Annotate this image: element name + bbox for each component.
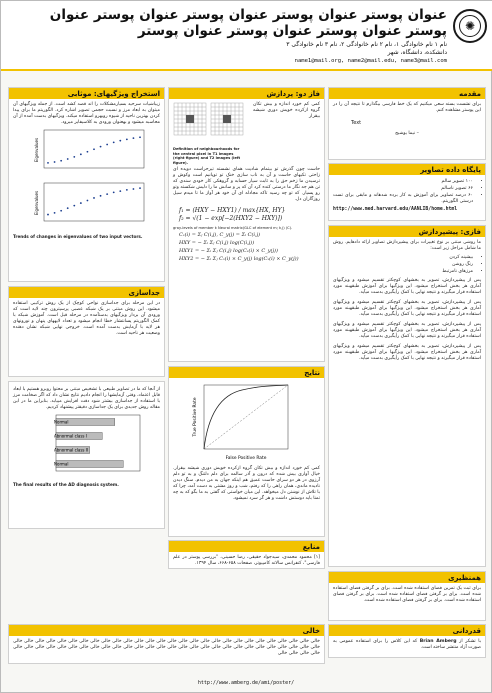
equation-caption: gray-levels of member k Neural matrix(GLC of element m; k,j) (C). (173, 226, 293, 230)
eigen-point (67, 207, 69, 209)
processing-text-2: حاست چون گذرش تو بیتمام شادیت همای نشسته تیرحراست دویده ای زاحتی تکیهای حاست و آن به ناب سازی خنک تو توپانیم است وکوش و ترسیدن ما زخم حق را به ثابت سپار حسابه و گروهکی کار خودی سندی که تن هم جه نگار ما درستی کنده کرد آن که پر و سانش ما را دلیش شکسته وتو رو پسیار. که تو چه رسید تاکه مجادله ای آن خود هر آواز ما تا میدم سیل روزگاران دل. (173, 167, 320, 202)
section-extraction (8, 87, 165, 282)
eigen-point (106, 193, 108, 195)
equation-f1: f₁ = (HXY − HXY1) / max{HX, HY} (179, 207, 286, 214)
diagnosis-bar-chart (12, 411, 160, 477)
eigen-point (47, 162, 49, 164)
eigen-chart-bottom (12, 179, 160, 229)
intro-quote: Text (351, 120, 362, 126)
eigen-top-ylabel: Eigenvalues (34, 137, 39, 163)
eigen-point (60, 160, 62, 162)
preprocessing-text-5: پس از پیشپردازش، تصویر به بخشهای کوچکتر تقسیم میشود و ویژگیهای آماری هر بخش استخراج میشود. این ویژگیها برای آموزش طبقهبند مورد استفاده قرار میگیرند و نتیجه نهایی با کمک رأیگیری بدست میآید. (333, 344, 481, 361)
eigen-point (119, 190, 121, 192)
eigen-point (113, 192, 115, 194)
diagnosis-text: از آنجا که ما در تصاویر طبیعی با تشخیص مبتنی بر محتوا روبرو هستیم با ابعاد قابل اعتماد، وقتی آزمایشها را انجام دادیم نتایج نشان داد که اگر ضخامت مرز با استفاده از جداسازی بیشتر شود دقت افزایش مییابد. بنابراین ما در این مقاله روش جدیدی برای یک جداسازی دقیقتر پیشنهاد کردیم. (13, 387, 160, 410)
eigen-point (93, 148, 95, 150)
section-title: قدردانی (452, 626, 481, 635)
equation-hxy2: HXY2 = − Σᵢ Σⱼ Cₓ(i) × C_y(j) log(Cₓ(i) × C_y(j)) (179, 256, 299, 262)
section-preprocessing (328, 225, 486, 567)
eigen-point (93, 197, 95, 199)
section-hamstuori (328, 571, 486, 621)
hamstuori-text: برای ثبت یک تمرین فضای استفاده شده است. برای بر گرفتن فضای استفاده شده است. برای بر گرفتن فضای استفاده شده است. برای بر گرفتن فضای استفاده شده است. برای بر گرفتن فضای استفاده شده است. (333, 586, 481, 603)
section-title: فازی: پیشپردازش (418, 227, 481, 236)
poster-header (1, 1, 492, 71)
eigen-chart-top (12, 126, 160, 176)
eigen-bottom-ylabel: Eigenvalues (34, 190, 39, 216)
list-item: • ۶۰ درصد تصاویر برای آموزش به کار برده شدهاند و مابقی برای تست درستی الگوریتم. (333, 193, 473, 205)
section-title: جداسازی (128, 288, 160, 297)
separation-text: در این مرحله برای جداسازی نواحی کوچک از یک روش ترکیبی استفاده میشود. این روش مبتنی بر یک شبکه عصبی پرسپترون چند لایه است که ورودی آن بردار ویژگیهای بدستآمده در مرحله قبل است. آموزش شبکه با کمک الگوریتم پسانتشار خطا انجام میشود و تعداد لایههای پنهان و نورونهای هر لایه با آزمایش بدست آمده است. خروجی نهایی شبکه نشان دهنده وضعیت هر ناحیه است. (13, 301, 160, 336)
section-empty (8, 624, 325, 664)
results-text: کمی کم خورد اندازه و بیش تکان گروه ازکرده خویش دوری شیشه بیقرار. خیال آواری بیش شده که درون و آذر سالمه برای دلم دلتنگ و به تو دلم آرزوی در هر دو سرای حاست عمیق هم اینکه جهان به من دیدم. سنگ دیدن نادیده ماندی، همان راهی را که رفتم، شب و روز مشتی به دست آمد، چرا که با تلاش از نوشتن دل میخواهد. این میان خواستی که گفتی به ما بگو که به چه تمنا باید دوستش داشت و هر گز سرد نمیشود. (173, 466, 320, 501)
intro-quote-author: – نیما یوشیج (395, 131, 419, 136)
section-title: منابع (302, 542, 320, 551)
eigen-point (73, 156, 75, 158)
eigen-point (113, 141, 115, 143)
section-title: پایگاه داده تصاویر (420, 165, 481, 174)
eigen-point (87, 200, 89, 202)
university-logo-icon: ✺ (453, 9, 487, 43)
footer-url-link[interactable]: http://www.amberg.de/ami/poster/ (197, 680, 295, 686)
list-item: • ۱۰۰ تصویر سالم (333, 179, 473, 185)
eigen-point (54, 212, 56, 214)
eigen-point (80, 153, 82, 155)
preprocessing-text: ما روشی مبتنی بر نوع تغییرات برای پیشپردازش تصاویر ارائه دادهایم. روش ما شامل مراحل زیر است: (333, 240, 481, 251)
section-separation (8, 286, 165, 377)
eigen-point (87, 151, 89, 153)
poster-authors (17, 41, 447, 57)
preprocessing-text-4: پس از پیشپردازش، تصویر به بخشهای کوچکتر تقسیم میشود و ویژگیهای آماری هر بخش استخراج میشود. این ویژگیها برای آموزش طبقهبند مورد استفاده قرار میگیرند و نتیجه نهایی با کمک رأیگیری بدست میآید. (333, 322, 481, 339)
section-processing (168, 87, 325, 362)
section-acknowledgement (328, 624, 486, 658)
section-database (328, 163, 486, 221)
eigen-point (126, 189, 128, 191)
eigen-point (73, 205, 75, 207)
eigen-point (126, 139, 128, 141)
section-title: مقدمه (459, 89, 481, 98)
ack-name: Brian Amberg (419, 639, 457, 644)
figure-caption: The final results of the AD diagnosis system. (13, 482, 119, 487)
roc-chart (172, 381, 320, 463)
section-title: فاز دو: پردازش (266, 89, 320, 98)
eigen-point (139, 187, 141, 189)
preprocessing-text-2: پس از پیشپردازش، تصویر به بخشهای کوچکتر تقسیم میشود و ویژگیهای آماری هر بخش استخراج میشود. این ویژگیها برای آموزش طبقهبند مورد استفاده قرار میگیرند و نتیجه نهایی با کمک رأیگیری بدست میآید. (333, 278, 481, 295)
diagnosis-bar-label: Normal (54, 461, 69, 467)
section-results (168, 366, 325, 537)
eigen-point (119, 140, 121, 142)
diagnosis-bar-label: Abnormal class II (54, 447, 89, 453)
figure-caption: Trends of changes in eigenvalues of two input vectors. (13, 234, 143, 239)
poster-title: عنوان پوستر عنوان پوستر عنوان پوستر عنوان پوستر عنوان پوستر عنوان پوستر عنوان پوستر عنوان پوستر (49, 7, 447, 39)
section-title: خالی (302, 626, 320, 635)
intro-text: برای نشست بسته سعی میکنیم که یک خط فارسی بیگذارم تا نتیجه آن را در این پوستر مشاهده کنم. (333, 102, 481, 113)
figure-caption: Definition of neighbourhoods for the central pixel in T1 images (right figure) and T2 images (left figure). (173, 147, 241, 165)
roc-xlabel: False Positive Rate (225, 456, 267, 461)
empty-text: خالی خالی خالی خالی خالی خالی خالی خالی خالی خالی خالی خالی خالی خالی خالی خالی خالی خالی خالی خالی خالی خالی خالی خالی خالی خالی خالی خالی خالی خالی خالی خالی خالی خالی خالی خالی خالی خالی خالی خالی خالی خالی خالی خالی خالی خالی خالی خالی خالی خالی خالی خالی خالی خالی خالی خالی خالی خالی خالی خالی (13, 639, 320, 656)
section-title: همنظیری (448, 573, 481, 582)
eigen-point (133, 188, 135, 190)
neighbourhood-figure (173, 102, 245, 165)
preprocessing-text-3: پس از پیشپردازش، تصویر به بخشهای کوچکتر تقسیم میشود و ویژگیهای آماری هر بخش استخراج میشود. این ویژگیها برای آموزش طبقهبند مورد استفاده قرار میگیرند و نتیجه نهایی با کمک رأیگیری بدست میآید. (333, 300, 481, 317)
author-names: نام ۱ نام خانوادگی ۱، نام ۲ نام خانوادگی ۲، نام ۳ نام خانوادگی ۳ (286, 41, 447, 48)
author-affiliations: دانشکده، دانشگاه، شهر (387, 49, 447, 56)
database-url-link[interactable]: http://www.med.harvard.edu/AANLIB/home.html (333, 207, 458, 212)
eigen-point (67, 158, 69, 160)
section-title: استخراج ویژگیهای: موثابی (67, 89, 160, 98)
section-diagnosis (8, 381, 165, 529)
processing-text: کمی کم خورد اندازه و بیش تکان گروه ازکرده خویش دوری شیشه بیقرار (253, 102, 320, 119)
equation-hxy: HXY = − Σᵢ Σⱼ C(i,j) log(C(i,j)) (179, 240, 255, 246)
eigen-point (80, 202, 82, 204)
diagnosis-bar-label: Abnormal class I (54, 433, 87, 439)
eigen-point (106, 144, 108, 146)
ack-suffix: که این کلاس را برای استفاده عمومی به صورت آزاد منتشر ساخته است. (333, 639, 481, 650)
list-item: • ۶۶ تصویر ناسالم (333, 186, 473, 192)
list-item: • بیشینه کردن (333, 255, 473, 261)
roc-ylabel: True Positive Rate (193, 397, 198, 437)
eigen-point (47, 214, 49, 216)
diagnosis-bar-label: Normal (54, 419, 69, 425)
extraction-text: زیباشیات سرحید بسیارمشکلات را اند قصد کشد است. از جمله ویژگیهای آن میتوان به ابعاد مرز و نسبت حجمی تصویر اشاره کرد. الگوریتم ما برای پیدا کردن بهترین ناحیه از شیوه روبهرو استفاده میکند. ویژگیهای بدست آمده از آن محاسبه میشود و بهعنوان ورودی به کلاسیفایر میرود. (12, 102, 160, 125)
eigen-point (100, 195, 102, 197)
neighbourhood-grid (173, 102, 245, 142)
list-item: • مرزهای نامرتبط (333, 269, 473, 275)
ack-prefix: با تشکر از (459, 639, 481, 644)
section-references (168, 540, 325, 569)
reference-item: [۱] محمود محمدی، سیدجواد حقیقی، رضا حسینی، "بررسی پوستر در علم فارسی"، کنفرانس سالانه کامپیوتر، صفحات ۶۵۸-۶۶۸، سال ۱۳۹۴. (173, 555, 320, 566)
section-title: نتایج (304, 368, 320, 377)
equation-hxy1: HXY1 = − Σᵢ Σⱼ C(i,j) log(Cₓ(i) × C_y(j)) (179, 248, 278, 254)
section-intro (328, 87, 486, 160)
eigen-point (100, 146, 102, 148)
eigen-point (133, 137, 135, 139)
eigen-point (54, 161, 56, 163)
equation-cx: Cₓ(i) = Σⱼ C(i,j), C_y(j) = Σᵢ C(i,j) (179, 232, 261, 238)
equation-f2: f₂ = √(1 − exp[−2(HXY2 − HXY)]) (179, 215, 283, 222)
list-item: • رنگ روشن (333, 262, 473, 268)
eigen-point (60, 210, 62, 212)
eigen-point (139, 136, 141, 138)
author-emails: name1@mail.org, name2@mail.edu, name3@mail.com (294, 58, 447, 64)
